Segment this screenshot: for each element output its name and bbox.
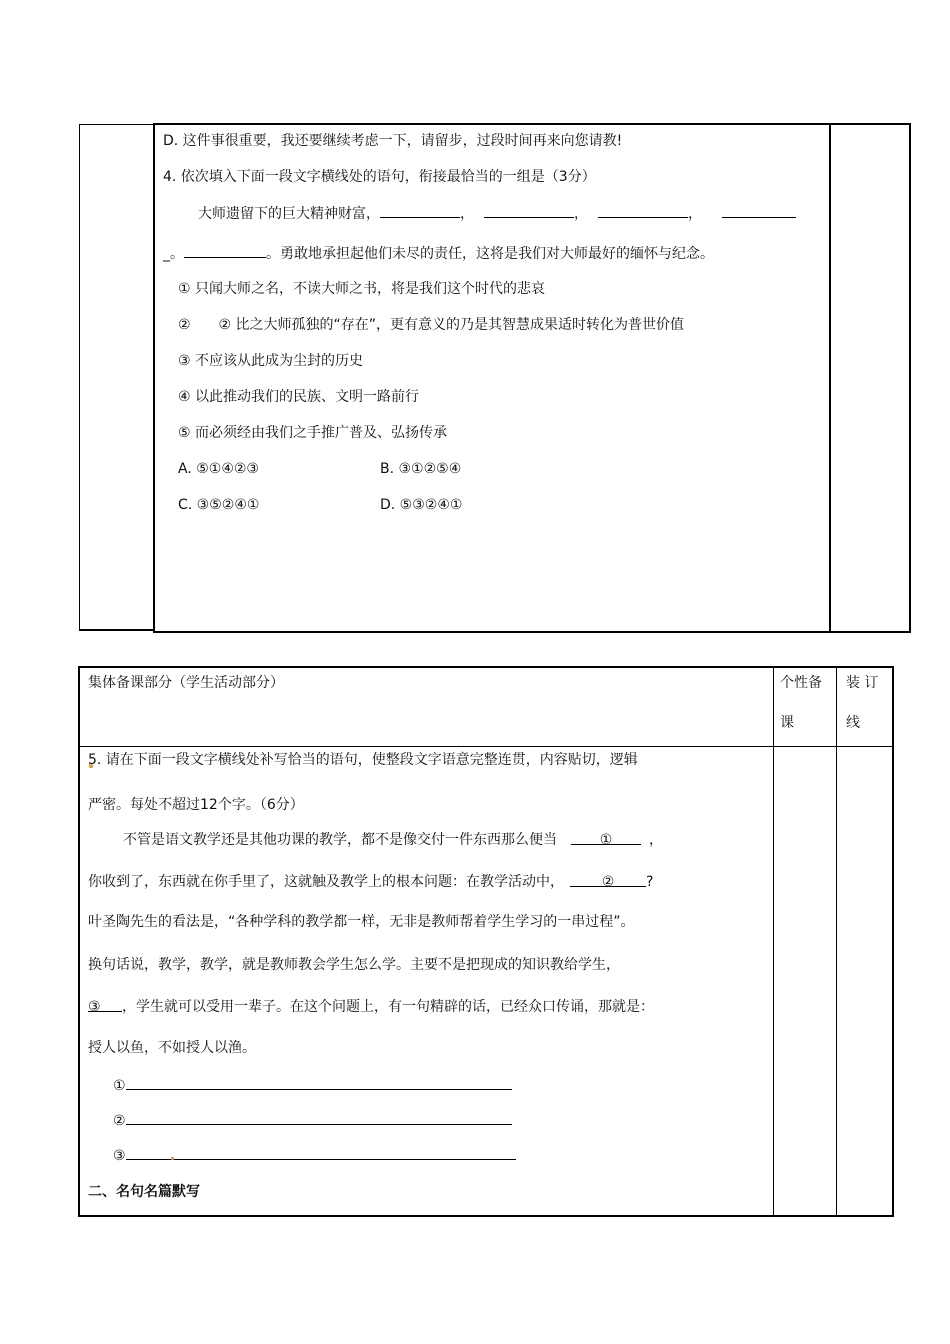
- passage-blank-5[interactable]: [184, 243, 266, 258]
- answer-input-1[interactable]: [126, 1075, 512, 1090]
- passage-blank-3[interactable]: [598, 203, 688, 218]
- passage-blank-2[interactable]: [484, 203, 574, 218]
- answer-label-2: ②: [113, 1113, 126, 1129]
- answer-line-3: [113, 1145, 516, 1166]
- question4-item-4: ④ 以此推动我们的民族、文明一路前行: [178, 389, 419, 405]
- question5-prompt-line1: 5. 请在下面一段文字横线处补写恰当的语句，使整段文字语意完整连贯，内容贴切，逻辑: [88, 752, 638, 768]
- answer-line-1: [113, 1075, 512, 1096]
- header-title: 集体备课部分（学生活动部分）: [88, 675, 284, 691]
- q5-line5-text: ，学生就可以受用一辈子。在这个问题上，有一句精辟的话，已经众口传诵，那就是：: [122, 999, 654, 1015]
- q5-blank-2-label: ②: [601, 874, 615, 890]
- q5-line2-text: 你收到了，东西就在你手里了，这就触及教学上的根本问题：在教学活动中，: [88, 874, 564, 890]
- table2-frame: [78, 666, 894, 1217]
- answer-label-3: ③: [113, 1148, 126, 1164]
- table1-main-cell: [153, 123, 911, 633]
- table2-divider-1: [773, 667, 774, 1216]
- q5-line1: [123, 830, 663, 850]
- q5-line2-end: ?: [646, 874, 654, 890]
- q5-line5: [88, 997, 654, 1017]
- answer-label-1: ①: [113, 1078, 126, 1094]
- choice-d[interactable]: D. ⑤③②④①: [380, 497, 463, 513]
- passage-cont-start: _。: [163, 246, 184, 262]
- header-col3-line2: 线: [846, 715, 860, 731]
- passage-comma-1: ，: [460, 206, 474, 222]
- question4-passage-line2: [163, 243, 714, 264]
- q5-blank-2[interactable]: [570, 872, 646, 890]
- q5-line1-end: ，: [649, 832, 663, 848]
- header-col2-line2: 课: [780, 715, 794, 731]
- q5-line4: 换句话说，教学，教学，就是教师教会学生怎么学。主要不是把现成的知识教给学生，: [88, 957, 620, 973]
- passage-blank-1[interactable]: [380, 203, 460, 218]
- table1-right-divider: [829, 124, 831, 632]
- q5-blank-1[interactable]: [571, 830, 641, 848]
- q5-blank-1-label: ①: [599, 832, 613, 848]
- passage-start: 大师遗留下的巨大精神财富，: [198, 206, 380, 222]
- q5-blank-3[interactable]: [88, 997, 122, 1015]
- question5-prompt-line2: 严密。每处不超过12个字。（6分）: [88, 797, 304, 813]
- passage-comma-3: ，: [688, 206, 702, 222]
- table2-header-divider: [79, 746, 893, 747]
- table2-divider-2: [836, 667, 837, 1216]
- choice-c[interactable]: C. ③⑤②④①: [178, 497, 260, 513]
- passage-end: 。勇敢地承担起他们未尽的责任，这将是我们对大师最好的缅怀与纪念。: [266, 246, 714, 262]
- q5-blank-3-label: ③: [88, 999, 101, 1015]
- option-d-line: D. 这件事很重要，我还要继续考虑一下，请留步，过段时间再来向您请教!: [163, 133, 623, 149]
- answer-input-3[interactable]: [126, 1145, 516, 1160]
- marker-dot-2: [171, 1157, 174, 1160]
- question4-passage-line1: [198, 203, 796, 224]
- q5-line3: 叶圣陶先生的看法是，“各种学科的教学都一样，无非是教师帮着学生学习的一串过程”。: [88, 914, 635, 930]
- question4-item-5: ⑤ 而必须经由我们之手推广普及、弘扬传承: [178, 425, 447, 441]
- question4-item-1: ① 只闻大师之名，不读大师之书，将是我们这个时代的悲哀: [178, 281, 545, 297]
- passage-comma-2: ，: [574, 206, 588, 222]
- section-heading: 二、名句名篇默写: [88, 1184, 200, 1200]
- question4-prompt: 4. 依次填入下面一段文字横线处的语句，衔接最恰当的一组是（3分）: [163, 169, 596, 185]
- header-col3-line1: 装 订: [846, 675, 879, 691]
- question4-item-3: ③ 不应该从此成为尘封的历史: [178, 353, 364, 369]
- answer-input-2[interactable]: [126, 1110, 512, 1125]
- q5-line1-text: 不管是语文教学还是其他功课的教学，都不是像交付一件东西那么便当: [123, 832, 557, 848]
- question4-item-2: ② ② 比之大师孤独的“存在”，更有意义的乃是其智慧成果适时转化为普世价值: [178, 317, 685, 333]
- choice-a[interactable]: A. ⑤①④②③: [178, 461, 259, 477]
- q5-line2: [88, 872, 653, 892]
- answer-line-2: [113, 1110, 512, 1131]
- table1-left-margin-cell: [79, 124, 154, 631]
- header-col2-line1: 个性备: [780, 675, 822, 691]
- passage-blank-4[interactable]: [722, 203, 796, 218]
- q5-line6: 授人以鱼，不如授人以渔。: [88, 1040, 256, 1056]
- choice-b[interactable]: B. ③①②⑤④: [380, 461, 462, 477]
